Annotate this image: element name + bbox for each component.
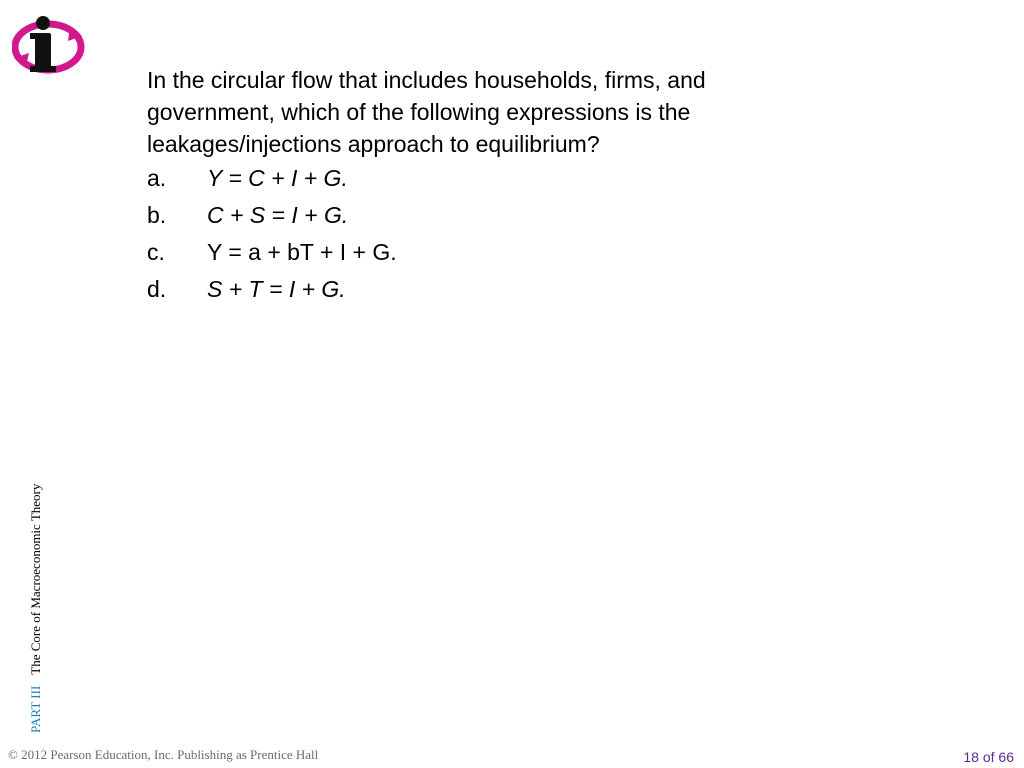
- option-c[interactable]: [147, 239, 397, 276]
- option-text: Y = a + bT + I + G.: [207, 239, 397, 265]
- option-letter: c.: [147, 239, 165, 265]
- option-text: S + T = I + G.: [207, 276, 346, 302]
- part-side-label: [28, 484, 44, 733]
- copyright-notice: © 2012 Pearson Education, Inc. Publishing as Prentice Hall: [8, 747, 319, 762]
- part-label: PART: [28, 701, 43, 733]
- info-cycle-logo-icon: [12, 14, 86, 78]
- option-a[interactable]: [147, 165, 397, 202]
- answer-options: [147, 165, 397, 313]
- option-letter: d.: [147, 276, 167, 302]
- page-number: 18 of 66: [963, 749, 1014, 765]
- option-text: Y = C + I + G.: [207, 165, 348, 191]
- option-text: C + S = I + G.: [207, 202, 349, 228]
- option-d[interactable]: [147, 276, 397, 313]
- question-text: In the circular flow that includes households, firms, and government, which of the following expressions is the leakages/injections approach to equilibrium?: [147, 67, 706, 157]
- option-b[interactable]: [147, 202, 397, 239]
- part-roman-numeral: III: [28, 685, 43, 699]
- option-letter: b.: [147, 202, 167, 228]
- option-letter: a.: [147, 165, 167, 191]
- part-title: The Core of Macroeconomic Theory: [28, 483, 43, 675]
